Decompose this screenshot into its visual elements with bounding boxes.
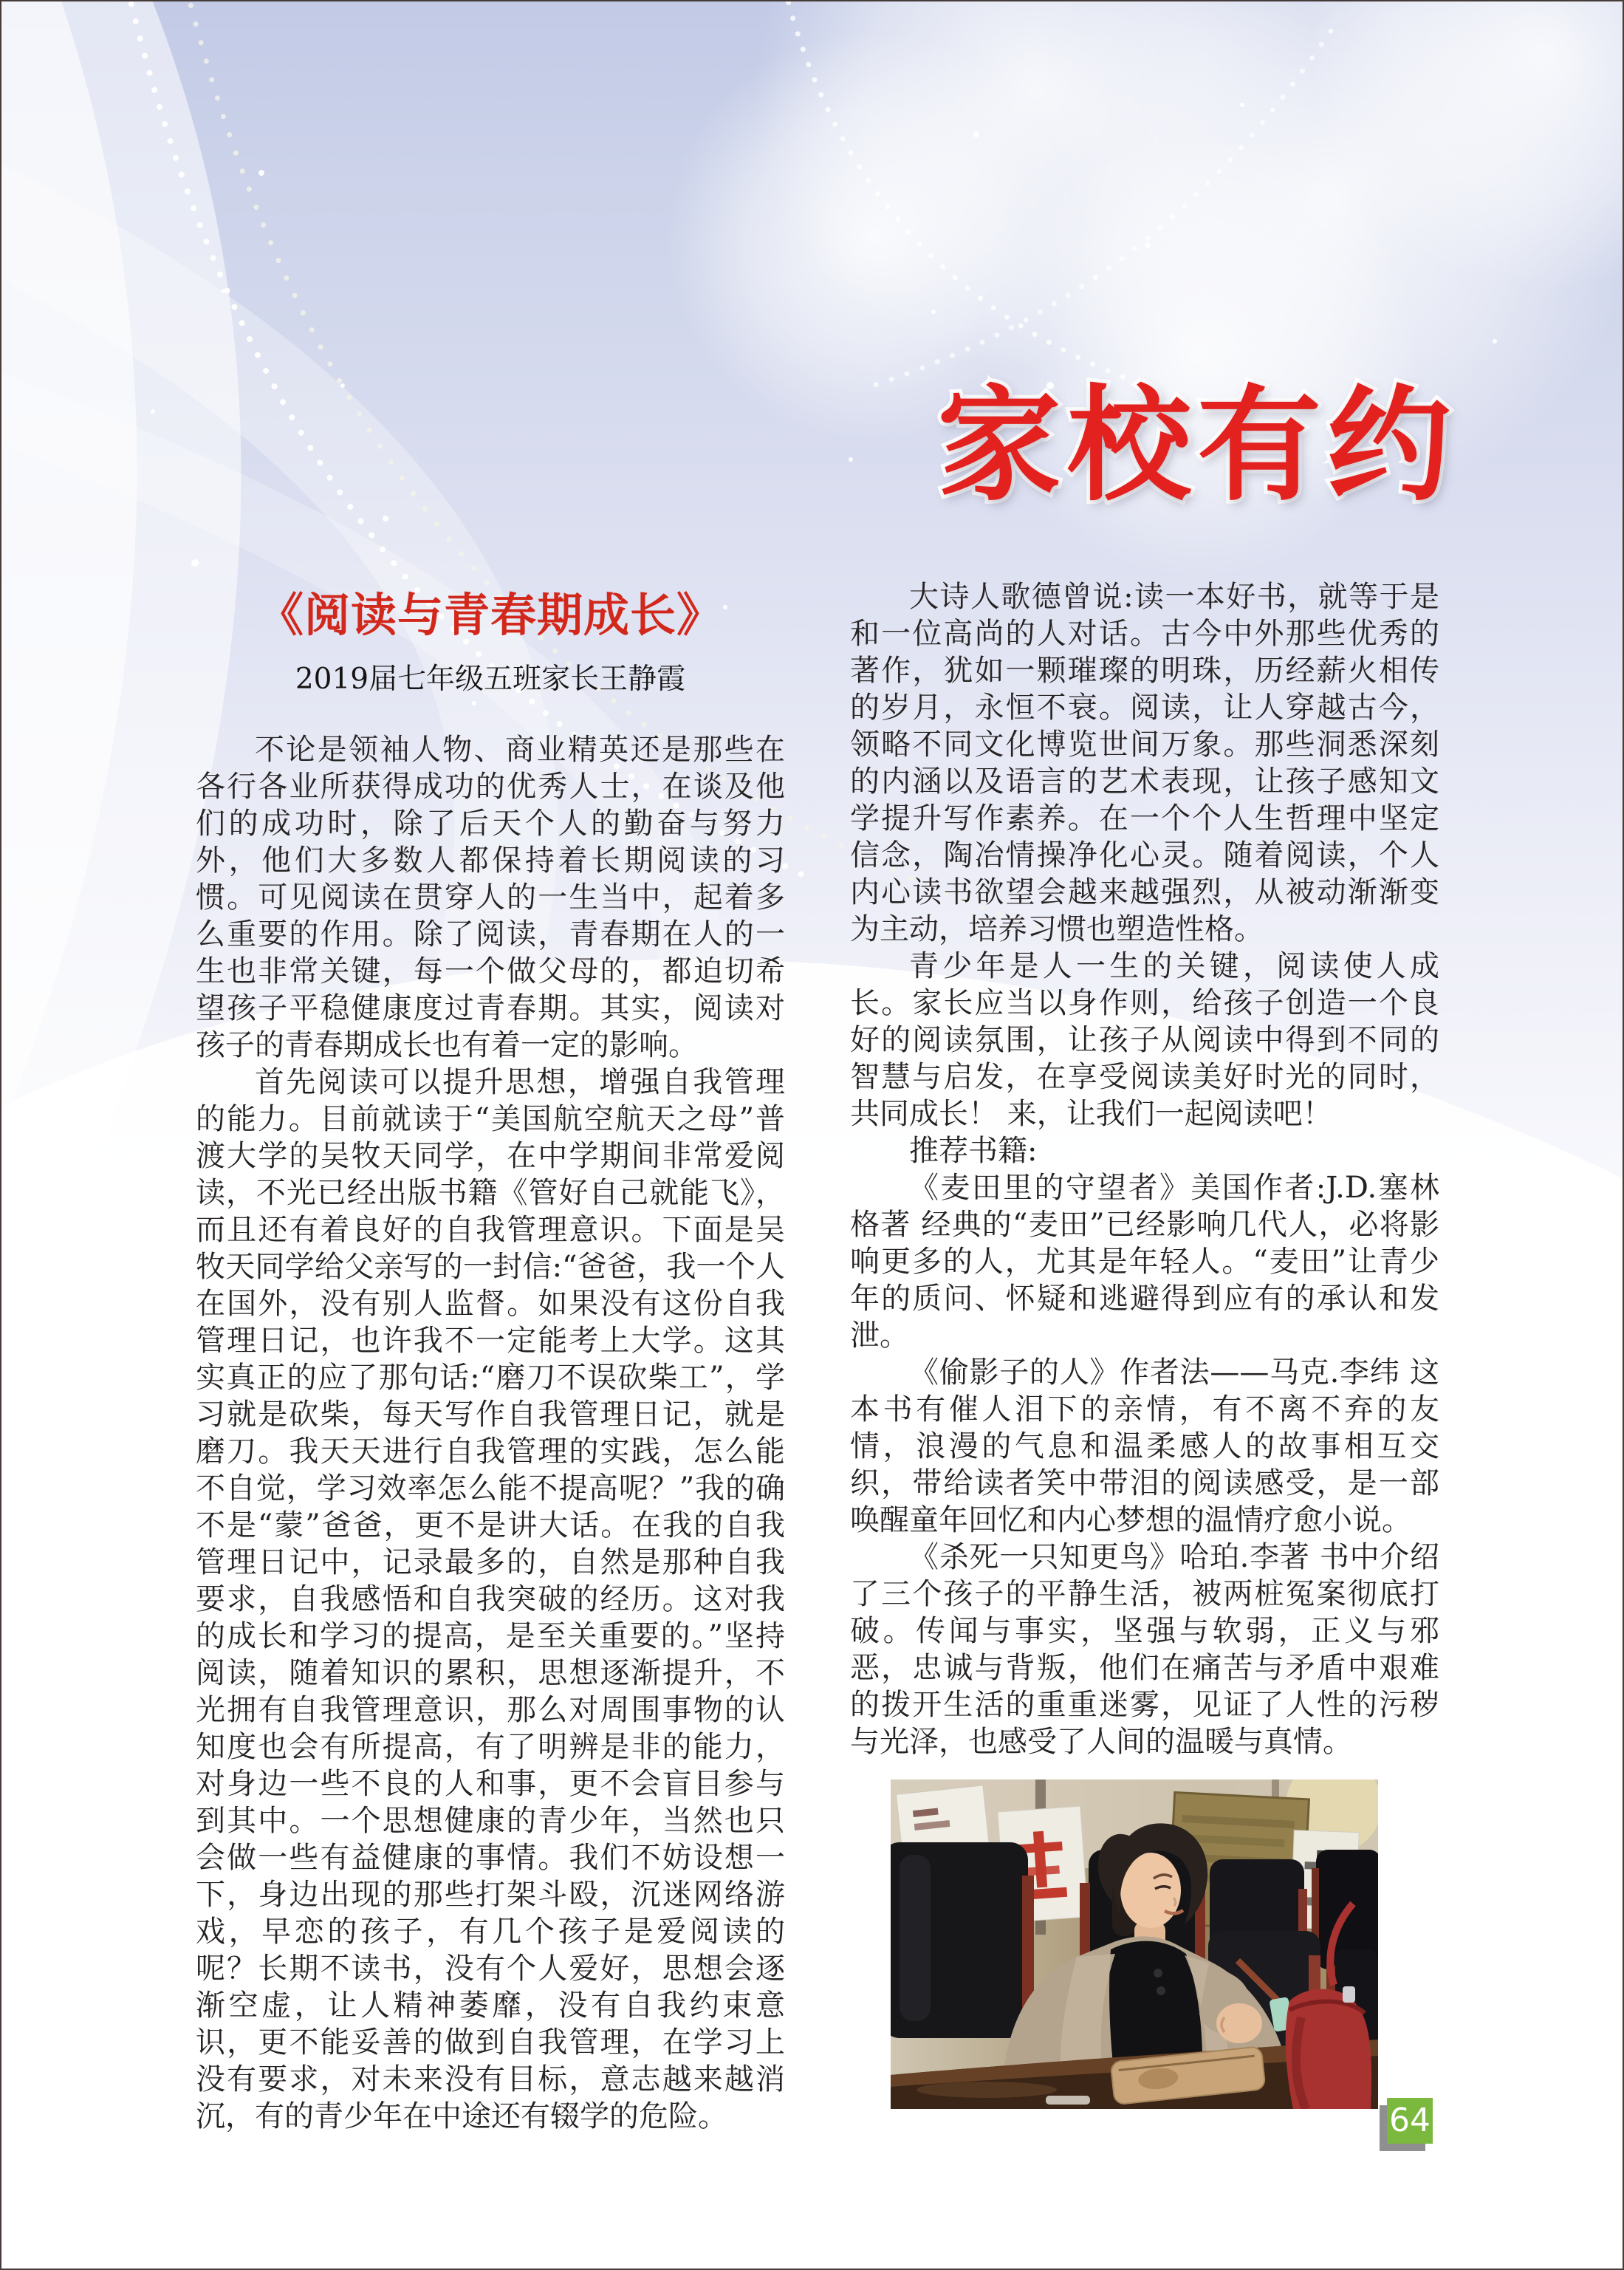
article-byline: 2019届七年级五班家长王静霞 [295, 663, 686, 697]
body-paragraph: 不论是领袖人物、商业精英还是那些在各行各业所获得成功的优秀人士，在谈及他们的成功时，除了后天个人的勤奋与努力外，他们大多数人都保持着长期阅读的习惯。可见阅读在贯穿人的一生当中，起着多么重要的作用。除了阅读，青春期在人的一生也非常关键，每一个做父母的，都迫切希望孩子平稳健康度过青春期。其实，阅读对孩子的青春期成长也有着一定的影响。 [196, 732, 785, 1062]
body-paragraph: 青少年是人一生的关键，阅读使人成长。家长应当以身作则，给孩子创造一个良好的阅读氛围，让孩子从阅读中得到不同的智慧与启发，在享受阅读美好时光的同时，共同成长！ 来，让我们一起阅读吧！ [850, 949, 1439, 1131]
body-paragraph: 推荐书籍: [909, 1134, 1038, 1168]
page-number: 64 [1389, 2102, 1431, 2139]
article-title: 《阅读与青春期成长》 [257, 588, 723, 642]
body-paragraph: 《偷影子的人》作者法——马克.李纬 这本书有催人泪下的亲情，有不离不弃的友情，浪漫的气息和温柔感人的故事相互交织，带给读者笑中带泪的阅读感受，是一部唤醒童年回忆和内心梦想的温情疗愈小说。 [850, 1355, 1439, 1537]
body-paragraph: 首先阅读可以提升思想，增强自我管理的能力。目前就读于“美国航空航天之母”普渡大学的吴牧天同学，在中学期间非常爱阅读，不光已经出版书籍《管好自己就能飞》，而且还有着良好的自我管理意识。下面是吴牧天同学给父亲写的一封信:“爸爸，我一个人在国外，没有别人监督。如果没有这份自我管理日记，也许我不一定能考上大学。这其实真正的应了那句话:“磨刀不误砍柴工”，学习就是砍柴，每天写作自我管理日记，就是磨刀。我天天进行自我管理的实践，怎么能不自觉，学习效率怎么能不提高呢？”我的确不是“蒙”爸爸，更不是讲大话。在我的自我管理日记中，记录最多的，自然是那种自我要求，自我感悟和自我突破的经历。这对我的成长和学习的提高，是至关重要的。”坚持阅读，随着知识的累积，思想逐渐提升，不光拥有自我管理意识，那么对周围事物的认知度也会有所提高，有了明辨是非的能力，对身边一些不良的人和事，更不会盲目参与到其中。一个思想健康的青少年，当然也只会做一些有益健康的事情。我们不妨设想一下，身边出现的那些打架斗殴，沉迷网络游戏，早恋的孩子，有几个孩子是爱阅读的呢？长期不读书，没有个人爱好，思想会逐渐空虚，让人精神萎靡，没有自我约束意识，更不能妥善的做到自我管理，在学习上没有要求，对未来没有目标，意志越来越消沉，有的青少年在中途还有辍学的危险。 [196, 1064, 785, 2133]
left-column [196, 580, 785, 2135]
page-header-title: 家校有约 [937, 373, 1457, 518]
page-number-badge [1387, 2098, 1433, 2144]
right-column [850, 578, 1439, 2109]
body-paragraph: 大诗人歌德曾说:读一本好书，就等于是和一位高尚的人对话。古今中外那些优秀的著作，犹如一颗璀璨的明珠，历经薪火相传的岁月，永恒不衰。阅读，让人穿越古今，领略不同文化博览世间万象。那些洞悉深刻的内涵以及语言的艺术表现，让孩子感知文学提升写作素养。在一个个人生哲理中坚定信念，陶冶情操净化心灵。随着阅读，个人内心读书欲望会越来越强烈，从被动渐渐变为主动，培养习惯也塑造性格。 [850, 580, 1439, 946]
body-paragraph: 《麦田里的守望者》美国作者:J.D.塞林格著 经典的“麦田”已经影响几代人，必将影响更多的人，尤其是年轻人。“麦田”让青少年的质问、怀疑和逃避得到应有的承认和发泄。 [850, 1171, 1439, 1353]
body-paragraph: 《杀死一只知更鸟》哈珀.李著 书中介绍了三个孩子的平静生活，被两桩冤案彻底打破。传闻与事实，坚强与软弱，正义与邪恶，忠诚与背叛，他们在痛苦与矛盾中艰难的拨开生活的重重迷雾，见证了人性的污秽与光泽，也感受了人间的温暖与真情。 [850, 1540, 1439, 1759]
photo-illustration [891, 1780, 1378, 2109]
photo [891, 1780, 1378, 2109]
